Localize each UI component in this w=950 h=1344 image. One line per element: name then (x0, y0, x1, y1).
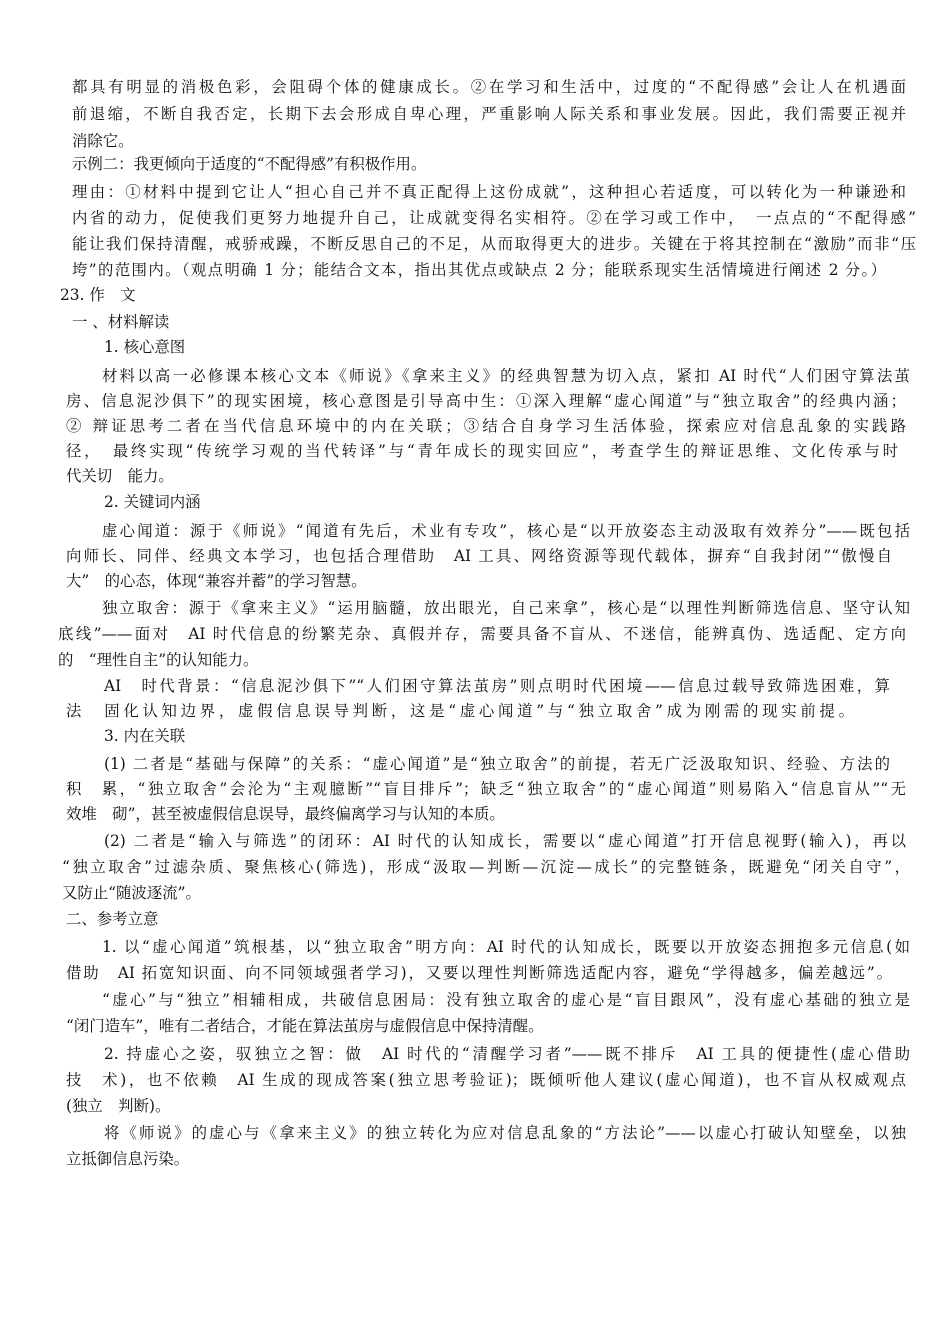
text-line: 独立取舍：源于《拿来主义》“运用脑髓，放出眼光，自己来拿”，核心是“以理性判断筛选信息、坚守认知 (102, 599, 910, 617)
text-line: “虚心”与“独立”相辅相成，共破信息困局：没有独立取舍的虚心是“盲目跟风”，没有虚心基础的独立是 (102, 991, 910, 1009)
text-line: AI 时代背景：“信息泥沙俱下”“人们困守算法茧房”则点明时代困境——信息过载导致筛选困难，算 (104, 677, 890, 695)
text-line: 消除它。 (72, 132, 134, 150)
section-heading: 一 、材料解读 (72, 313, 170, 331)
text-line: 借助 AI 拓宽知识面、向不同领域强者学习)，又要以理性判断筛选适配内容，避免“学得越多，偏差越远”。 (66, 964, 892, 982)
text-line: 立抵御信息污染。 (66, 1150, 190, 1168)
text-line: 理由：①材料中提到它让人“担心自己并不真正配得上这份成就”，这种担心若适度，可以转化为一种谦逊和 (72, 183, 906, 201)
subsection-heading: 2. 关键词内涵 (104, 493, 201, 511)
text-line: 材料以高一必修课本核心文本《师说》《拿来主义》的经典智慧为切入点，紧扣 AI 时代“人们困守算法茧 (102, 367, 910, 385)
text-line: 底线”——面对 AI 时代信息的纷繁芜杂、真假并存，需要具备不盲从、不迷信，能辨真伪、选适配、定方向 (58, 625, 906, 643)
text-line: 2. 持虚心之姿，驭独立之智：做 AI 时代的“清醒学习者”——既不排斥 AI 工具的便捷性(虚心借助 (104, 1045, 910, 1063)
text-line: 内省的动力，促使我们更努力地提升自己，让成就变得名实相符。②在学习或工作中， 一点点的“不配得感” (72, 209, 916, 227)
text-line: 都具有明显的消极色彩，会阻碍个体的健康成长。②在学习和生活中，过度的“不配得感”会让人在机遇面 (72, 78, 906, 96)
text-line: 的 “理性自主”的认知能力。 (58, 651, 259, 669)
text-line: 大” 的心态，体现“兼容并蓄”的学习智慧。 (66, 572, 367, 590)
text-line: (独立 判断)。 (66, 1097, 171, 1115)
text-line: 前退缩，不断自我否定，长期下去会形成自卑心理，严重影响人际关系和事业发展。因此，我们需要正视并 (72, 105, 906, 123)
text-line: 径， 最终实现“传统学习观的当代转译”与“青年成长的现实回应”，考查学生的辩证思维、文化传承与时 (66, 442, 898, 460)
text-line: 效堆 砌”，甚至被虚假信息误导，最终偏离学习与认知的本质。 (66, 805, 505, 823)
text-line: 向师长、同伴、经典文本学习，也包括合理借助 AI 工具、网络资源等现代载体，摒弃“自我封闭”“傲慢自 (66, 547, 892, 565)
text-line: 房、信息泥沙俱下”的现实困境，核心意图是引导高中生：①深入理解“虚心闻道”与“独立取舍”的经典内涵； (66, 392, 906, 410)
text-line: 垮”的范围内。（观点明确 1 分；能结合文本，指出其优点或缺点 2 分；能联系现实生活情境进行阐述 2 分。） (72, 261, 886, 279)
example2-title: 示例二：我更倾向于适度的“不配得感”有积极作用。 (72, 155, 427, 173)
section-heading: 二、参考立意 (66, 910, 159, 928)
text-line: 法 固化认知边界，虚假信息误导判断，这是“虚心闻道”与“独立取舍”成为刚需的现实前提。 (66, 702, 854, 720)
text-line: 积 累，“独立取舍”会沦为“主观臆断”“盲目排斥”；缺乏“独立取舍”的“虚心闻道”则易陷入“信息盲从”“无 (66, 780, 906, 798)
text-line: 技 术)，也不依赖 AI 生成的现成答案(独立思考验证)；既倾听他人建议(虚心闻道)，也不盲从权威观点 (66, 1071, 906, 1089)
text-line: 虚心闻道：源于《师说》“闻道有先后，术业有专攻”，核心是“以开放姿态主动汲取有效养分”——既包括 (102, 522, 910, 540)
question-23-heading: 23. 作 文 (60, 286, 136, 304)
text-line: 又防止“随波逐流”。 (62, 884, 201, 902)
subsection-heading: 3. 内在关联 (104, 727, 186, 745)
text-line: 将《师说》的虚心与《拿来主义》的独立转化为应对信息乱象的“方法论”——以虚心打破认知壁垒，以独 (104, 1124, 906, 1142)
subsection-heading: 1. 核心意图 (104, 338, 186, 356)
text-line: 能让我们保持清醒，戒骄戒躁，不断反思自己的不足，从而取得更大的进步。关键在于将其控制在“激励”而非“压 (72, 235, 916, 253)
text-line: (1) 二者是“基础与保障”的关系：“虚心闻道”是“独立取舍”的前提，若无广泛汲取知识、经验、方法的 (104, 755, 890, 773)
text-line: 1. 以“虚心闻道”筑根基，以“独立取舍”明方向：AI 时代的认知成长，既要以开放姿态拥抱多元信息(如 (102, 938, 910, 956)
text-line: 代关切 能力。 (66, 467, 174, 485)
text-line: (2) 二者是“输入与筛选”的闭环：AI 时代的认知成长，需要以“虚心闻道”打开信息视野(输入)，再以 (104, 832, 906, 850)
text-line: ② 辩证思考二者在当代信息环境中的内在关联；③结合自身学习生活体验，探索应对信息乱象的实践路 (66, 417, 906, 435)
text-line: “独立取舍”过滤杂质、聚焦核心(筛选)，形成“汲取—判断—沉淀—成长”的完整链条，既避免“闭关自守”， (62, 858, 910, 876)
text-line: “闭门造车”，唯有二者结合，才能在算法茧房与虚假信息中保持清醒。 (66, 1017, 544, 1035)
